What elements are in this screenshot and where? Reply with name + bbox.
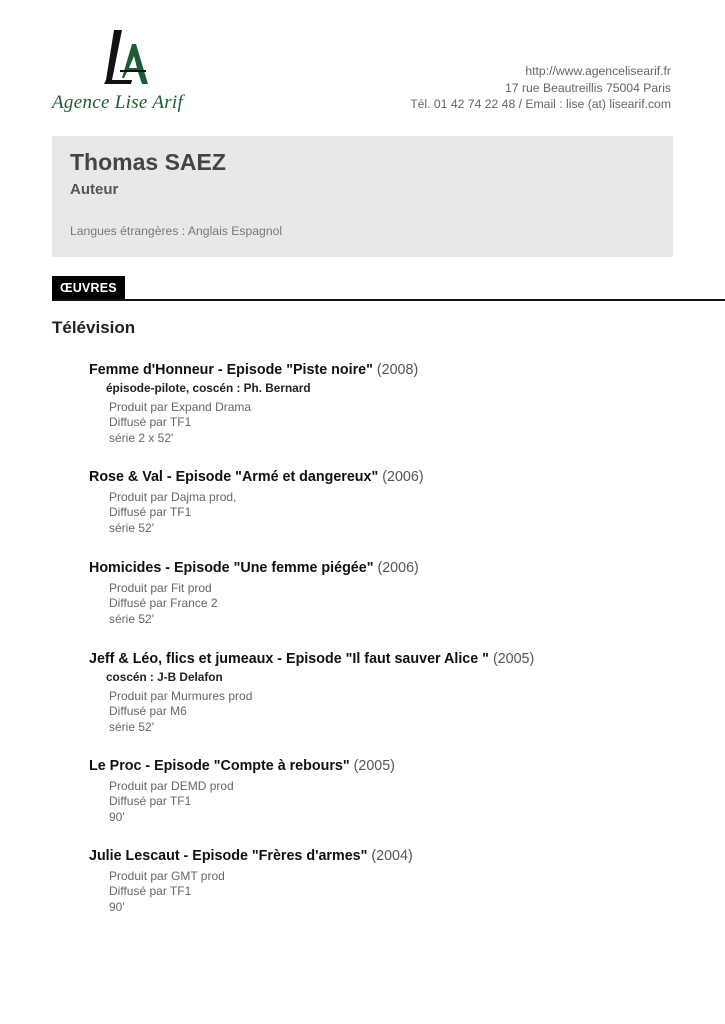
agency-logo bbox=[52, 28, 212, 118]
work-producer: Produit par Dajma prod, bbox=[109, 490, 237, 504]
work-broadcaster: Diffusé par TF1 bbox=[109, 794, 192, 809]
work-format: 90' bbox=[109, 899, 125, 914]
agency-contact bbox=[410, 63, 671, 113]
work-details bbox=[109, 581, 419, 627]
work-broadcaster: Diffusé par M6 bbox=[109, 704, 187, 719]
work-broadcaster: Diffusé par France 2 bbox=[109, 596, 218, 611]
work-item bbox=[89, 848, 413, 915]
work-title: Homicides - Episode "Une femme piégée" bbox=[89, 560, 374, 576]
work-year: (2006) bbox=[382, 469, 424, 485]
profile-role: Auteur bbox=[70, 181, 119, 198]
work-title: Jeff & Léo, flics et jumeaux - Episode "Il faut sauver Alice " bbox=[89, 651, 489, 667]
work-title: Rose & Val - Episode "Armé et dangereux" bbox=[89, 469, 379, 485]
work-format: série 52' bbox=[109, 611, 154, 626]
work-title-line bbox=[89, 560, 419, 576]
profile-languages: Langues étrangères : Anglais Espagnol bbox=[70, 224, 283, 238]
work-producer: Produit par Expand Drama bbox=[109, 400, 252, 414]
section-divider bbox=[52, 299, 725, 301]
work-details bbox=[109, 490, 424, 536]
agency-name: Agence Lise Arif bbox=[52, 92, 184, 113]
work-format: série 52' bbox=[109, 719, 154, 734]
section-label: ŒUVRES bbox=[52, 276, 125, 300]
profile-name: Thomas SAEZ bbox=[70, 149, 226, 175]
work-title: Julie Lescaut - Episode "Frères d'armes" bbox=[89, 848, 368, 864]
work-details bbox=[109, 869, 413, 915]
work-title-line bbox=[89, 848, 413, 864]
work-year: (2008) bbox=[376, 362, 419, 378]
agency-monogram-logo bbox=[102, 28, 154, 88]
work-broadcaster: Diffusé par TF1 bbox=[109, 415, 192, 430]
work-item bbox=[89, 362, 418, 446]
work-details bbox=[109, 779, 395, 825]
work-title: Femme d'Honneur - Episode "Piste noire" bbox=[89, 362, 373, 378]
work-producer: Produit par Murmures prod bbox=[109, 689, 253, 703]
work-producer: Produit par GMT prod bbox=[109, 869, 225, 883]
work-broadcaster: Diffusé par TF1 bbox=[109, 884, 192, 899]
work-title-line bbox=[89, 758, 395, 774]
work-credit: coscén : J-B Delafon bbox=[106, 670, 223, 684]
work-credit: épisode-pilote, coscén : Ph. Bernard bbox=[106, 381, 311, 395]
work-producer: Produit par DEMD prod bbox=[109, 779, 234, 793]
work-item bbox=[89, 469, 424, 536]
work-title: Le Proc - Episode "Compte à rebours" bbox=[89, 758, 350, 774]
category-heading: Télévision bbox=[52, 318, 136, 337]
work-year: (2005) bbox=[492, 651, 535, 667]
agency-address: 17 rue Beautreillis 75004 Paris bbox=[505, 80, 671, 95]
work-year: (2006) bbox=[377, 560, 419, 576]
work-details bbox=[109, 689, 534, 735]
work-format: 90' bbox=[109, 809, 125, 824]
work-title-line bbox=[89, 651, 534, 667]
profile-header bbox=[52, 136, 673, 257]
work-title-line bbox=[89, 362, 418, 378]
agency-website[interactable]: http://www.agencelisearif.fr bbox=[525, 64, 671, 78]
work-broadcaster: Diffusé par TF1 bbox=[109, 505, 192, 520]
work-item bbox=[89, 651, 534, 735]
work-year: (2004) bbox=[371, 848, 413, 864]
work-format: série 2 x 52' bbox=[109, 430, 174, 445]
work-item bbox=[89, 560, 419, 627]
work-year: (2005) bbox=[353, 758, 395, 774]
work-item bbox=[89, 758, 395, 825]
work-title-line bbox=[89, 469, 424, 485]
work-producer: Produit par Fit prod bbox=[109, 581, 212, 595]
work-format: série 52' bbox=[109, 520, 154, 535]
work-details bbox=[109, 400, 418, 446]
agency-phone-email: Tél. 01 42 74 22 48 / Email : lise (at) lisearif.com bbox=[410, 97, 671, 111]
